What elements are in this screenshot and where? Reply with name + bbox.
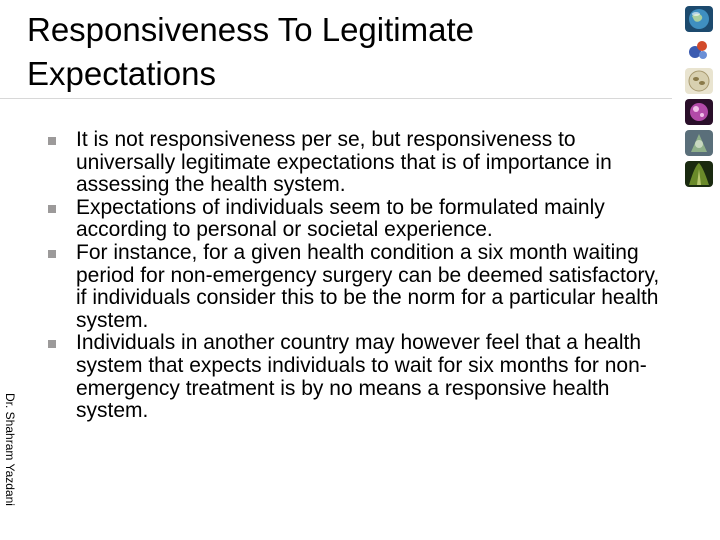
bullet-item [62, 197, 662, 242]
bullet-text: Individuals in another country may however feel that a health system that expects individuals to wait for six months for non-emergency treatment is by no means a responsive health system. [76, 331, 647, 423]
side-credit: Dr. Shahram Yazdani [3, 393, 17, 506]
microscope-cells-icon [685, 99, 713, 125]
slide-title: Responsiveness To Legitimate Expectations [27, 11, 474, 92]
bullet-list [62, 129, 662, 423]
nature-icon [685, 161, 713, 187]
title-divider [0, 98, 672, 99]
bullet-item [62, 242, 662, 332]
bullet-text: For instance, for a given health condition a six month waiting period for non-emergency surgery can be deemed satisfactory, if individuals consider this to be the norm for a particular health system. [76, 240, 660, 332]
square-bullet-icon [48, 137, 56, 145]
bullet-text: It is not responsiveness per se, but responsiveness to universally legitimate expectations that is of importance in assessing the health system. [76, 128, 612, 197]
globe-icon [685, 6, 713, 32]
thumbnail-strip [685, 6, 715, 192]
square-bullet-icon [48, 250, 56, 258]
square-bullet-icon [48, 205, 56, 213]
virus-icon [685, 130, 713, 156]
bacteria-icon [685, 68, 713, 94]
square-bullet-icon [48, 340, 56, 348]
bullet-text: Expectations of individuals seem to be formulated mainly according to personal or societal experience. [76, 195, 605, 242]
bullet-item [62, 129, 662, 197]
bullet-item [62, 332, 662, 422]
molecule-icon [685, 37, 713, 63]
